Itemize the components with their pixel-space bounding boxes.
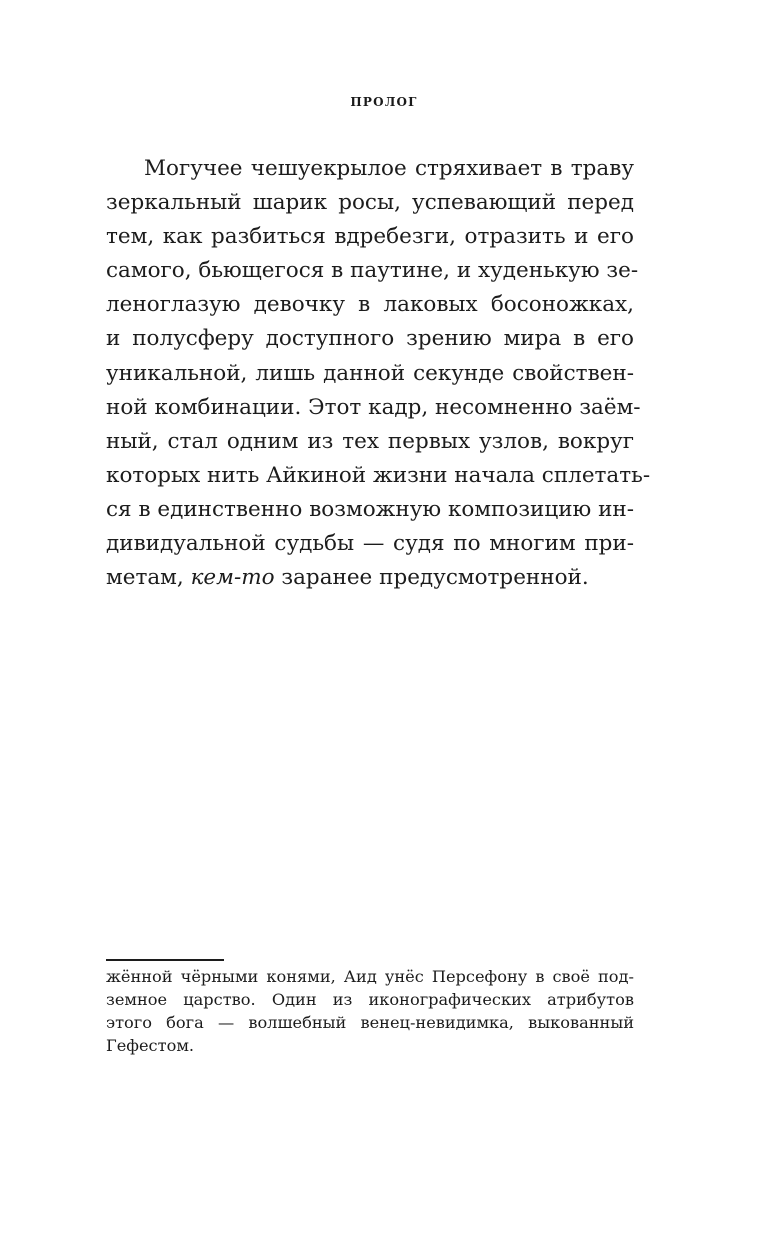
text-line: Могучее чешуекрылое стряхивает в траву: [144, 156, 634, 181]
text-line: и полусферу доступного зрению мира в его: [106, 326, 634, 352]
text-line: ный, стал одним из тех первых узлов, вокруг: [106, 428, 634, 454]
page-title: ПРОЛОГ: [350, 95, 418, 109]
text-segment: метам,: [106, 565, 191, 591]
footnote-block: [106, 965, 634, 1057]
text-line: уникальной, лишь данной секунде свойствен-: [106, 360, 634, 386]
text-line: дивидуальной судьбы — судя по многим при-: [106, 531, 634, 557]
text-line: зеркальный шарик росы, успевающий перед: [106, 190, 634, 216]
footnote-divider: [106, 959, 224, 961]
footnote-line: этого бога — волшебный венец-невидимка, выкованный: [106, 1013, 634, 1032]
footnote-line: земное царство. Один из иконографических атрибутов: [106, 990, 634, 1009]
italic-emphasis: кем-то: [190, 565, 275, 591]
text-segment: заранее предусмотренной.: [274, 565, 589, 591]
text-line: ся в единственно возможную композицию ин-: [106, 496, 635, 522]
text-line-last: [106, 561, 634, 595]
text-line: самого, бьющегося в паутине, и худенькую зе-: [106, 258, 639, 284]
footnote-line: жённой чёрными конями, Аид унёс Персефону в своё под-: [106, 967, 634, 986]
text-line: которых нить Айкиной жизни начала сплетать-: [106, 462, 651, 488]
footnote-line: Гефестом.: [106, 1036, 195, 1055]
text-line: ной комбинации. Этот кадр, несомненно заём-: [106, 394, 641, 420]
main-paragraph: [106, 152, 651, 595]
text-line: тем, как разбиться вдребезги, отразить и его: [106, 224, 634, 250]
text-line: леноглазую девочку в лаковых босоножках,: [106, 292, 634, 318]
